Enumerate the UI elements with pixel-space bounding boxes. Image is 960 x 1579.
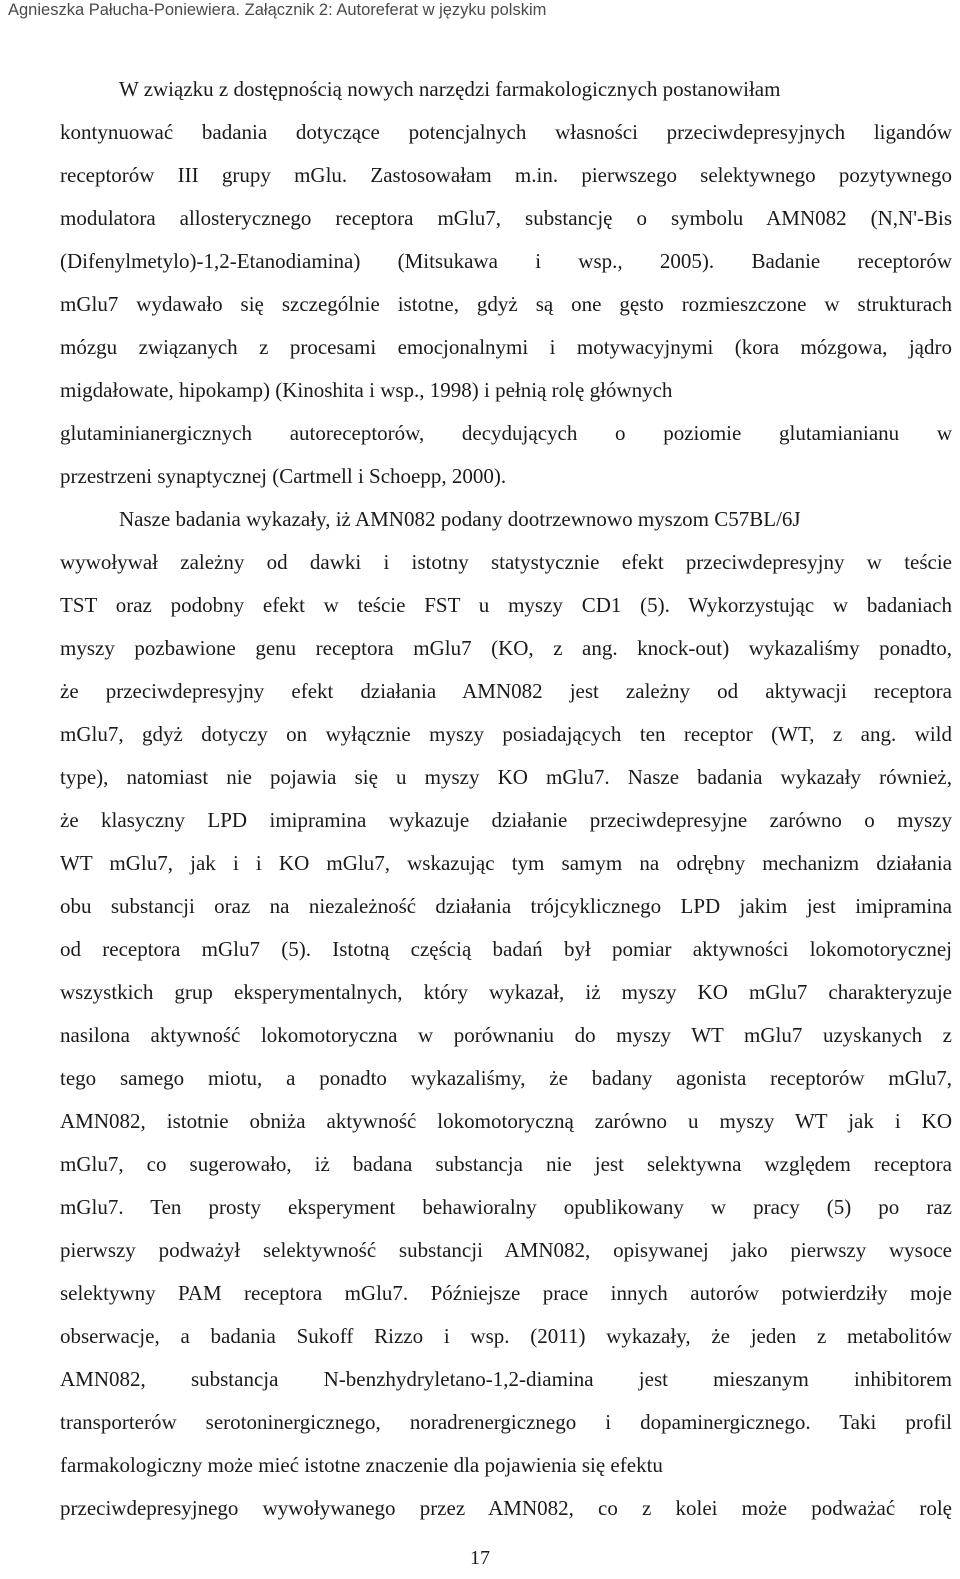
text-line: mózgu związanych z procesami emocjonalnymi i motywacyjnymi (kora mózgowa, jądro [60, 335, 952, 359]
text-line: farmakologiczny może mieć istotne znaczenie dla pojawienia się efektu [60, 1453, 663, 1477]
text-line: glutaminianergicznych autoreceptorów, decydujących o poziomie glutamianianu w [60, 421, 952, 445]
text-line: pierwszy podważył selektywność substancji AMN082, opisywanej jako pierwszy wysoce [60, 1238, 952, 1262]
text-line: receptorów III grupy mGlu. Zastosowałam m.in. pierwszego selektywnego pozytywnego [60, 163, 952, 187]
text-line: mGlu7 wydawało się szczególnie istotne, gdyż są one gęsto rozmieszczone w strukturach [60, 292, 952, 316]
text-line: przestrzeni synaptycznej (Cartmell i Schoepp, 2000). [60, 464, 507, 488]
text-line: myszy pozbawione genu receptora mGlu7 (KO, z ang. knock-out) wykazaliśmy ponadto, [60, 636, 952, 660]
text-line: transporterów serotoninergicznego, noradrenergicznego i dopaminergicznego. Taki profil [60, 1410, 952, 1434]
header-divider [0, 28, 960, 29]
text-line: AMN082, substancja N-benzhydryletano-1,2-diamina jest mieszanym inhibitorem [60, 1367, 952, 1391]
text-line: mGlu7, co sugerowało, iż badana substancja nie jest selektywna względem receptora [60, 1152, 952, 1176]
text-line: modulatora allosterycznego receptora mGlu7, substancję o symbolu AMN082 (N,N'-Bis [60, 206, 952, 230]
text-line: mGlu7. Ten prosty eksperyment behawioralny opublikowany w pracy (5) po raz [60, 1195, 952, 1219]
text-line: TST oraz podobny efekt w teście FST u myszy CD1 (5). Wykorzystując w badaniach [60, 593, 952, 617]
text-line: obserwacje, a badania Sukoff Rizzo i wsp. (2011) wykazały, że jeden z metabolitów [60, 1324, 952, 1348]
text-line: AMN082, istotnie obniża aktywność lokomotoryczną zarówno u myszy WT jak i KO [60, 1109, 952, 1133]
text-line: W związku z dostępnością nowych narzędzi farmakologicznych postanowiłam [119, 77, 781, 101]
text-line: migdałowate, hipokamp) (Kinoshita i wsp., 1998) i pełnią rolę głównych [60, 378, 673, 402]
text-line: type), natomiast nie pojawia się u myszy KO mGlu7. Nasze badania wykazały również, [60, 765, 952, 789]
text-line: WT mGlu7, jak i i KO mGlu7, wskazując tym samym na odrębny mechanizm działania [60, 851, 952, 875]
page-header [8, 0, 546, 20]
header-author: Agnieszka Pałucha-Poniewiera. [8, 1, 241, 19]
page-number: 17 [470, 1547, 490, 1569]
text-line: tego samego miotu, a ponadto wykazaliśmy, że badany agonista receptorów mGlu7, [60, 1066, 952, 1090]
text-line: mGlu7, gdyż dotyczy on wyłącznie myszy posiadających ten receptor (WT, z ang. wild [60, 722, 952, 746]
body-text [60, 68, 952, 1530]
text-line: wywoływał zależny od dawki i istotny statystycznie efekt przeciwdepresyjny w teście [60, 550, 952, 574]
text-line: wszystkich grup eksperymentalnych, który wykazał, iż myszy KO mGlu7 charakteryzuje [60, 980, 952, 1004]
header-attachment: Załącznik 2: Autoreferat w języku polskim [240, 1, 547, 19]
text-line: kontynuować badania dotyczące potencjalnych własności przeciwdepresyjnych ligandów [60, 120, 952, 144]
text-line: że klasyczny LPD imipramina wykazuje działanie przeciwdepresyjne zarówno o myszy [60, 808, 952, 832]
text-line: nasilona aktywność lokomotoryczna w porównaniu do myszy WT mGlu7 uzyskanych z [60, 1023, 952, 1047]
text-line: obu substancji oraz na niezależność działania trójcyklicznego LPD jakim jest imipramina [60, 894, 952, 918]
text-line: (Difenylmetylo)-1,2-Etanodiamina) (Mitsukawa i wsp., 2005). Badanie receptorów [60, 249, 952, 273]
text-line: od receptora mGlu7 (5). Istotną częścią badań był pomiar aktywności lokomotorycznej [60, 937, 952, 961]
text-line: selektywny PAM receptora mGlu7. Późniejsze prace innych autorów potwierdziły moje [60, 1281, 952, 1305]
text-line: przeciwdepresyjnego wywoływanego przez AMN082, co z kolei może podważać rolę [60, 1496, 952, 1520]
text-line: Nasze badania wykazały, iż AMN082 podany dootrzewnowo myszom C57BL/6J [119, 507, 801, 531]
text-line: że przeciwdepresyjny efekt działania AMN082 jest zależny od aktywacji receptora [60, 679, 952, 703]
